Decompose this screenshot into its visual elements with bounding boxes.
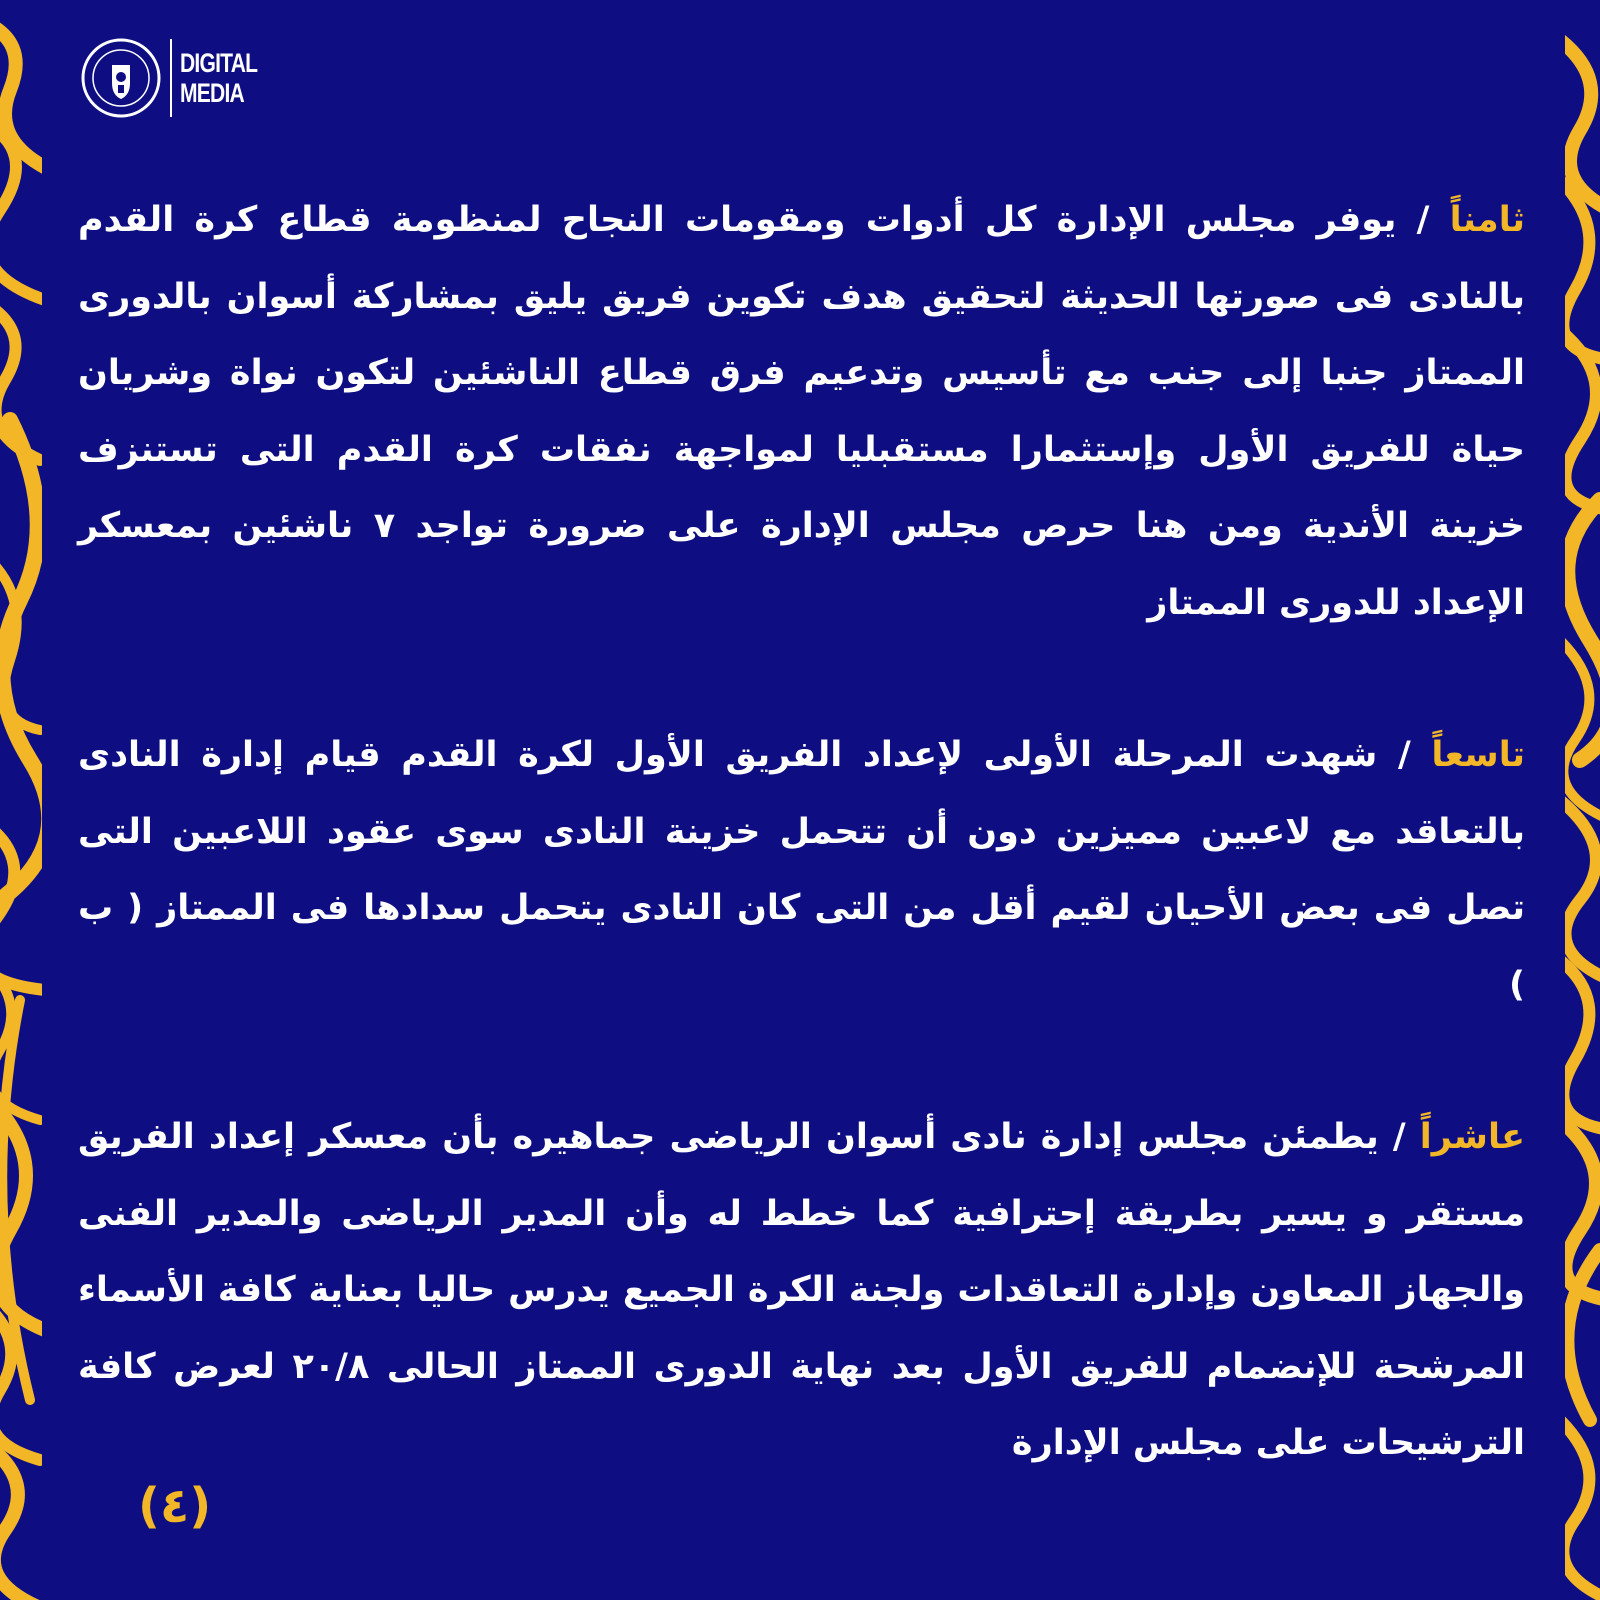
paragraph-lead: ثامناً [1449, 200, 1525, 240]
paragraph-text: / يطمئن مجلس إدارة نادى أسوان الرياضى جماهيره بأن معسكر إعداد الفريق مستقر و يسير بطريقة إحترافية كما خطط له وأن المدير الرياضى والمدير الفنى والجهاز المعاون وإدارة التعاقدات ولجنة الكرة الجميع يدرس حاليا بعناية كافة الأسماء المرشحة للإنضمام للفريق الأول بعد نهاية الدورى الممتاز الحالى ٢٠/٨ لعرض كافة الترشيحات على مجلس الإدارة [78, 1117, 1525, 1463]
paragraph-ninth [78, 717, 1525, 1023]
paragraph-eighth [78, 182, 1525, 641]
logo-line-2: MEDIA [180, 78, 244, 108]
paragraph-lead: عاشراً [1419, 1117, 1525, 1157]
article-body [78, 182, 1525, 1482]
logo-line-1: DIGITAL [180, 48, 258, 78]
page-number: (٤) [138, 1478, 212, 1534]
brand-logo [80, 38, 279, 118]
digital-media-wordmark [180, 48, 257, 108]
logo-divider [170, 39, 172, 117]
paragraph-lead: تاسعاً [1431, 735, 1525, 775]
paragraph-tenth [78, 1099, 1525, 1482]
paragraph-text: / يوفر مجلس الإدارة كل أدوات ومقومات النجاح لمنظومة قطاع كرة القدم بالنادى فى صورتها الحديثة لتحقيق هدف تكوين فريق يليق بمشاركة أسوان بالدورى الممتاز جنبا إلى جنب مع تأسيس وتدعيم فرق قطاع الناشئين لتكون نواة وشريان حياة للفريق الأول وإستثمارا مستقبليا لمواجهة نفقات كرة القدم التى تستنزف خزينة الأندية ومن هنا حرص مجلس الإدارة على ضرورة تواجد ٧ ناشئين بمعسكر الإعداد للدورى الممتاز [78, 200, 1525, 623]
paragraph-text: / شهدت المرحلة الأولى لإعداد الفريق الأول لكرة القدم قيام إدارة النادى بالتعاقد مع لاعبين مميزين دون أن تتحمل خزينة النادى سوى عقود اللاعبين التى تصل فى بعض الأحيان لقيم أقل من التى كان النادى يتحمل سدادها فى الممتاز ( ب ) [78, 735, 1525, 1005]
club-crest-icon [80, 37, 162, 119]
